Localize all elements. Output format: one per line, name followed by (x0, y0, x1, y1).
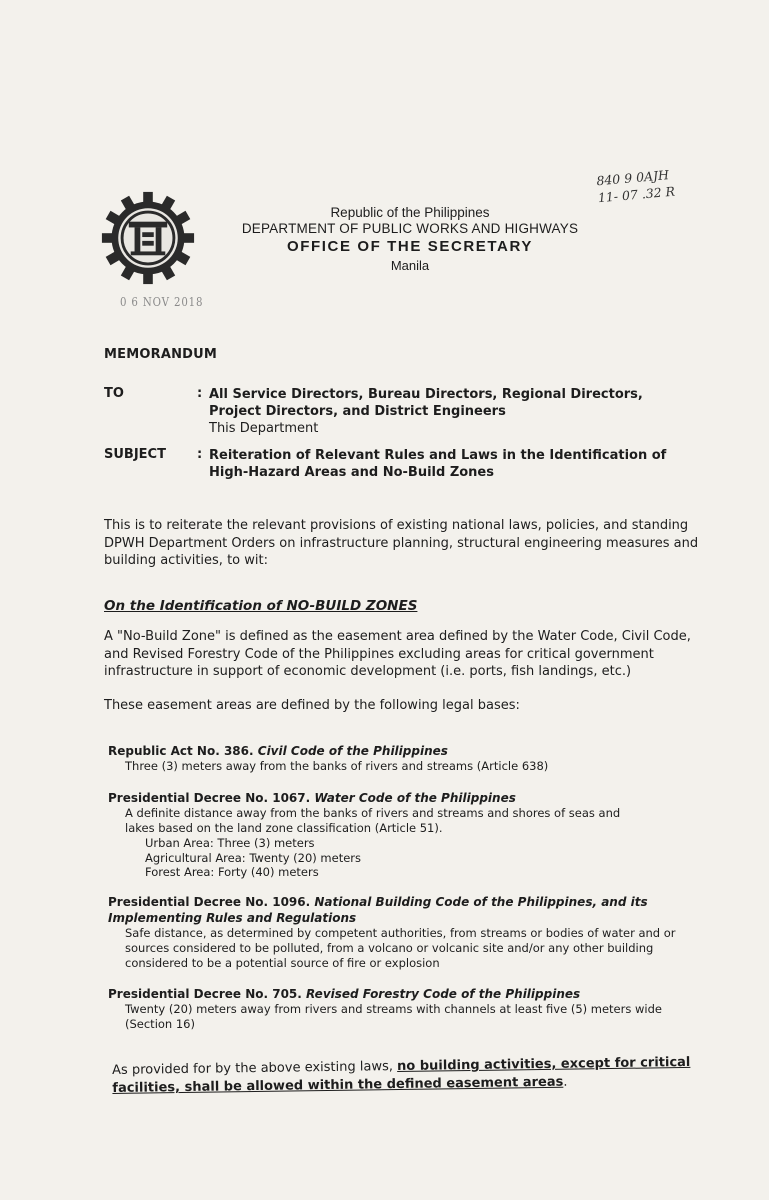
law-sub-agricultural: Agricultural Area: Twenty (20) meters (145, 850, 362, 865)
law-name: Civil Code of the Philippines (257, 744, 448, 758)
letterhead-department: DEPARTMENT OF PUBLIC WORKS AND HIGHWAYS (241, 221, 579, 236)
law-number: Presidential Decree No. 1096. (108, 895, 311, 909)
law-title (108, 743, 548, 759)
law-title (108, 790, 620, 806)
to-line-3: This Department (209, 421, 319, 436)
definition-line-2: and Revised Forestry Code of the Philippines excluding areas for critical government (104, 646, 654, 662)
to-recipients (209, 386, 643, 437)
law-title (108, 894, 676, 910)
law-body-line-2: sources considered to be polluted, from a volcano or volcanic site and/or any other building (125, 941, 654, 955)
law-item (108, 790, 620, 880)
law-item (108, 986, 662, 1032)
law-sub-forest: Forest Area: Forty (40) meters (145, 865, 319, 879)
to-line-2: Project Directors, and District Engineers (209, 404, 506, 419)
definition-paragraph (104, 628, 691, 681)
dpwh-seal-logo (100, 190, 196, 286)
subject-colon: : (197, 447, 203, 462)
definition-line-3: infrastructure in support of economic development (i.e. ports, fish landings, etc.) (104, 664, 632, 679)
law-body-line-1: A definite distance away from the banks of rivers and streams and shores of seas and (125, 806, 621, 820)
handwritten-line-1: 840 9 0AJH (595, 167, 670, 189)
letterhead-republic: Republic of the Philippines (330, 205, 490, 220)
law-body-line-3: considered to be a potential source of fire or explosion (125, 956, 440, 970)
law-number: Republic Act No. 386. (108, 744, 254, 758)
law-name-cont: Implementing Rules and Regulations (108, 911, 357, 925)
intro-line-3: building activities, to wit: (104, 553, 268, 568)
law-item (108, 743, 548, 774)
law-item (108, 894, 676, 971)
subject-label: SUBJECT (104, 447, 166, 462)
to-line-1: All Service Directors, Bureau Directors, Regional Directors, (209, 387, 643, 402)
law-body: Three (3) meters away from the banks of rivers and streams (Article 638) (125, 759, 549, 773)
law-number: Presidential Decree No. 1067. (108, 791, 311, 805)
subject-line-1: Reiteration of Relevant Rules and Laws in the Identification of (209, 448, 667, 463)
law-body-line-1: Safe distance, as determined by competent authorities, from streams or bodies of water and or (125, 926, 676, 940)
letterhead (200, 205, 620, 274)
date-stamp: 0 6 NOV 2018 (120, 295, 204, 309)
law-body-line-2: lakes based on the land zone classification (Article 51). (125, 821, 443, 835)
law-sub-urban: Urban Area: Three (3) meters (145, 836, 315, 850)
letterhead-office: OFFICE OF THE SECRETARY (287, 238, 533, 255)
definition-line-1: A "No-Build Zone" is defined as the easement area defined by the Water Code, Civil Code, (104, 629, 691, 644)
closing-emphasis-1: no building activities, except for critical (396, 1054, 691, 1075)
law-body-line-2: (Section 16) (125, 1017, 195, 1031)
closing-end: . (563, 1074, 568, 1090)
memo-title: MEMORANDUM (104, 347, 218, 362)
law-name: Revised Forestry Code of the Philippines (306, 987, 581, 1001)
intro-line-2: DPWH Department Orders on infrastructure planning, structural engineering measures and (104, 535, 699, 551)
law-body-line-1: Twenty (20) meters away from rivers and streams with channels at least five (5) meters wide (125, 1002, 662, 1016)
to-colon: : (197, 386, 203, 401)
closing-lead: As provided for by the above existing laws, (112, 1059, 394, 1078)
closing-emphasis-2: facilities, shall be allowed within the defined easement areas (112, 1074, 564, 1096)
law-title-cont (108, 910, 676, 926)
intro-line-1: This is to reiterate the relevant provisions of existing national laws, policies, and standing (104, 518, 689, 533)
section-heading: On the Identification of NO-BUILD ZONES (104, 598, 418, 614)
subject-text (209, 447, 666, 481)
law-number: Presidential Decree No. 705. (108, 987, 302, 1001)
law-name: National Building Code of the Philippines, and its (314, 895, 648, 909)
law-title (108, 986, 662, 1002)
letterhead-city: Manila (390, 258, 430, 273)
bases-intro: These easement areas are defined by the following legal bases: (104, 698, 520, 713)
closing-statement (112, 1054, 712, 1098)
subject-line-2: High-Hazard Areas and No-Build Zones (209, 465, 494, 480)
handwritten-line-2: 11- 07 .32 R (597, 183, 676, 206)
to-label: TO (104, 386, 124, 401)
handwritten-annotation (596, 164, 699, 207)
intro-paragraph (104, 517, 698, 570)
law-name: Water Code of the Philippines (314, 791, 516, 805)
